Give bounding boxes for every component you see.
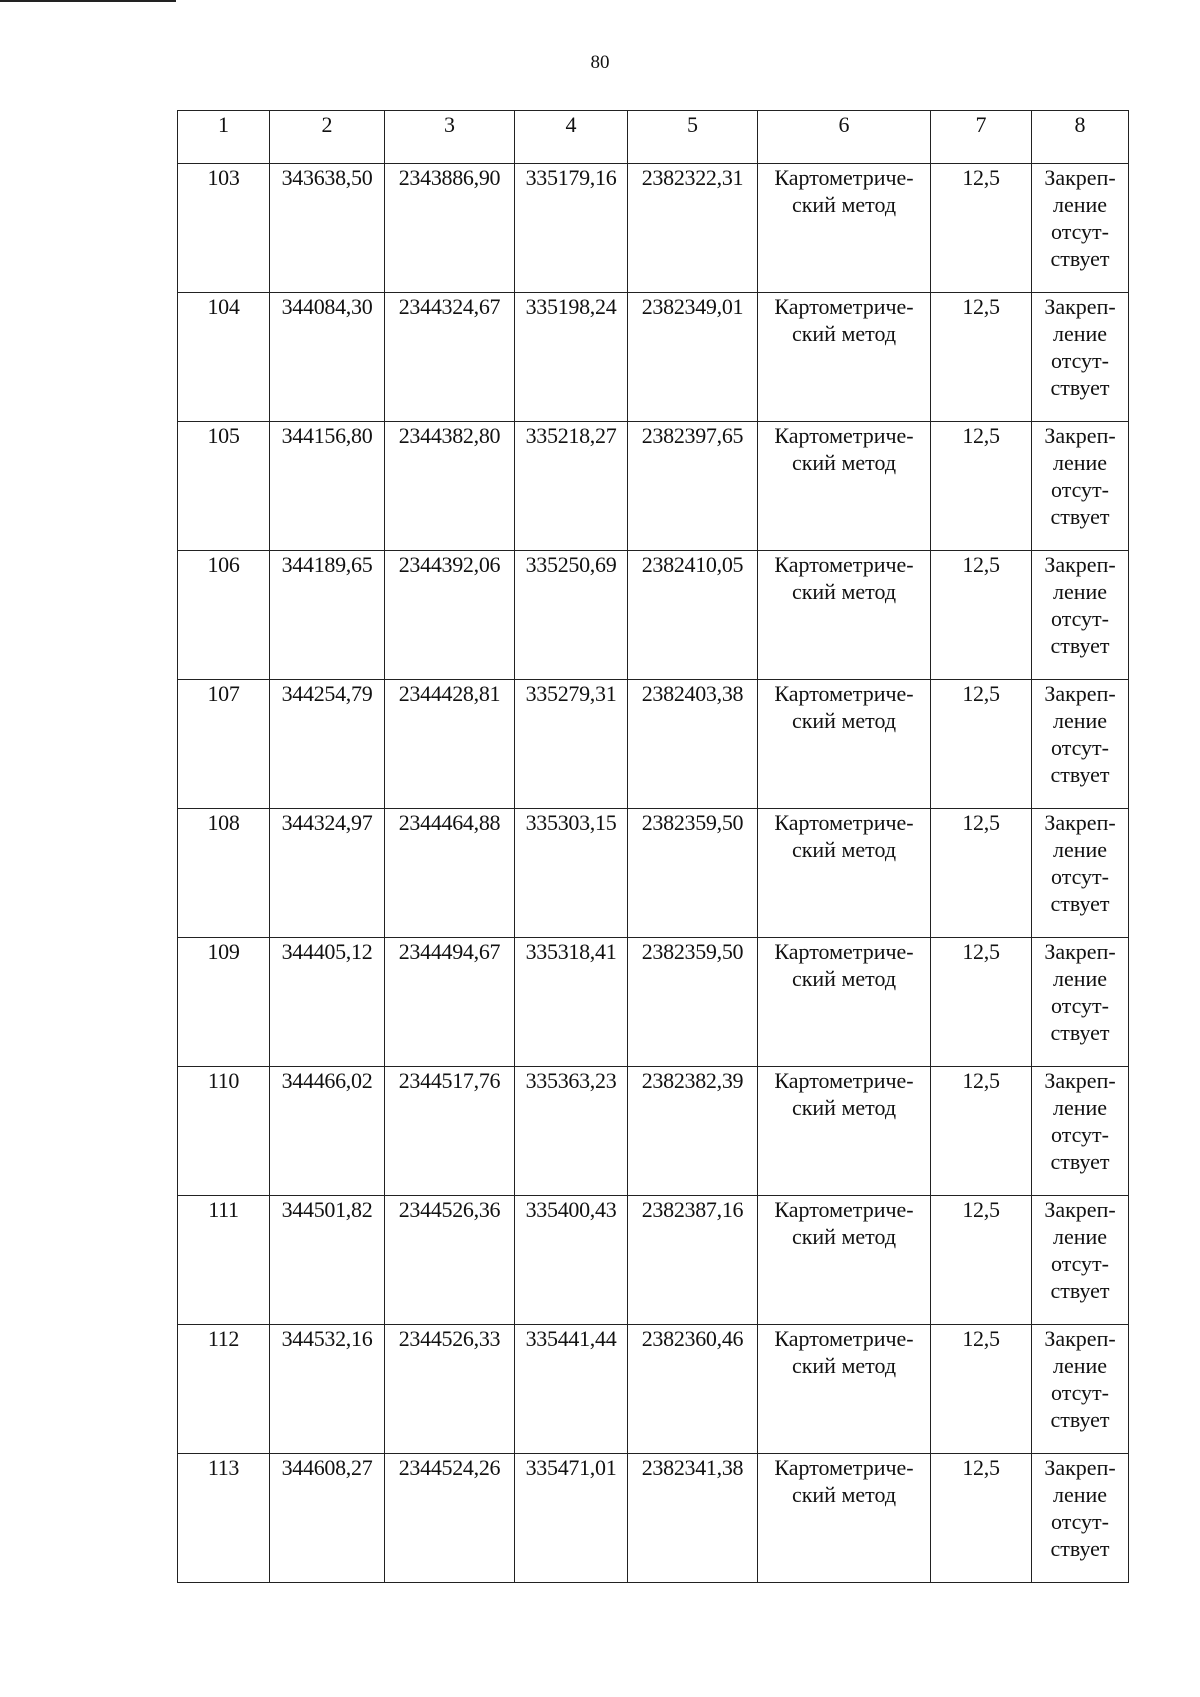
fixation-line: отсут- — [1050, 219, 1109, 244]
fixation-line: ствует — [1050, 762, 1110, 787]
column-header: 5 — [628, 111, 758, 164]
fixation-line: ление — [1052, 1482, 1108, 1507]
coordinate-cell: 2382360,46 — [628, 1325, 758, 1454]
accuracy-cell: 12,5 — [931, 1454, 1032, 1583]
point-number-cell: 112 — [178, 1325, 270, 1454]
coordinate-cell: 335441,44 — [515, 1325, 628, 1454]
coordinates-table — [177, 110, 1129, 1583]
accuracy-cell: 12,5 — [931, 422, 1032, 551]
accuracy-cell: 12,5 — [931, 938, 1032, 1067]
point-number-cell: 103 — [178, 164, 270, 293]
coordinate-cell: 344532,16 — [270, 1325, 385, 1454]
method-cell — [758, 164, 931, 293]
method-cell — [758, 938, 931, 1067]
fixation-line: отсут- — [1050, 1251, 1109, 1276]
fixation-line: Закреп- — [1044, 810, 1116, 835]
coordinate-cell: 344156,80 — [270, 422, 385, 551]
column-header: 6 — [758, 111, 931, 164]
fixation-cell — [1032, 1067, 1129, 1196]
method-line: Картометриче- — [774, 939, 914, 964]
fixation-line: ствует — [1050, 633, 1110, 658]
method-cell — [758, 809, 931, 938]
method-cell — [758, 1454, 931, 1583]
coordinate-cell: 344608,27 — [270, 1454, 385, 1583]
coordinate-cell: 335363,23 — [515, 1067, 628, 1196]
coordinate-cell: 344189,65 — [270, 551, 385, 680]
fixation-cell — [1032, 551, 1129, 680]
fixation-line: отсут- — [1050, 606, 1109, 631]
method-line: ский метод — [791, 192, 897, 217]
point-number-cell: 106 — [178, 551, 270, 680]
coordinate-cell: 2382359,50 — [628, 938, 758, 1067]
fixation-line: ствует — [1050, 504, 1110, 529]
method-line: Картометриче- — [774, 810, 914, 835]
fixation-line: Закреп- — [1044, 294, 1116, 319]
coordinate-cell: 2382322,31 — [628, 164, 758, 293]
coordinate-cell: 2382410,05 — [628, 551, 758, 680]
coordinate-cell: 2382349,01 — [628, 293, 758, 422]
method-line: Картометриче- — [774, 1068, 914, 1093]
point-number-cell: 110 — [178, 1067, 270, 1196]
fixation-line: ствует — [1050, 1020, 1110, 1045]
fixation-line: ствует — [1050, 1149, 1110, 1174]
fixation-line: отсут- — [1050, 993, 1109, 1018]
method-cell — [758, 1067, 931, 1196]
fixation-line: ление — [1052, 966, 1108, 991]
coordinate-cell: 344254,79 — [270, 680, 385, 809]
method-line: Картометриче- — [774, 681, 914, 706]
coordinate-cell: 335250,69 — [515, 551, 628, 680]
fixation-line: Закреп- — [1044, 681, 1116, 706]
table-row — [178, 1454, 1129, 1583]
coordinate-cell: 2344428,81 — [385, 680, 515, 809]
point-number-cell: 107 — [178, 680, 270, 809]
table-row — [178, 938, 1129, 1067]
column-header: 8 — [1032, 111, 1129, 164]
coordinate-cell: 344405,12 — [270, 938, 385, 1067]
coordinate-cell: 335400,43 — [515, 1196, 628, 1325]
top-rule — [0, 0, 176, 2]
coordinate-cell: 2382397,65 — [628, 422, 758, 551]
fixation-line: отсут- — [1050, 864, 1109, 889]
table-row — [178, 680, 1129, 809]
table-row — [178, 1067, 1129, 1196]
fixation-cell — [1032, 422, 1129, 551]
page-number: 80 — [590, 52, 610, 73]
coordinate-cell: 2344517,76 — [385, 1067, 515, 1196]
fixation-cell — [1032, 164, 1129, 293]
coordinate-cell: 344501,82 — [270, 1196, 385, 1325]
table-row — [178, 809, 1129, 938]
method-line: ский метод — [791, 708, 897, 733]
fixation-line: ление — [1052, 450, 1108, 475]
fixation-line: Закреп- — [1044, 423, 1116, 448]
coordinate-cell: 344466,02 — [270, 1067, 385, 1196]
fixation-line: Закреп- — [1044, 939, 1116, 964]
fixation-line: ление — [1052, 579, 1108, 604]
method-line: Картометриче- — [774, 294, 914, 319]
coordinate-cell: 335303,15 — [515, 809, 628, 938]
method-line: ский метод — [791, 837, 897, 862]
coordinate-cell: 2382382,39 — [628, 1067, 758, 1196]
header-row — [178, 111, 1129, 164]
fixation-cell — [1032, 1325, 1129, 1454]
method-line: ский метод — [791, 1224, 897, 1249]
point-number-cell: 111 — [178, 1196, 270, 1325]
fixation-line: ствует — [1050, 1536, 1110, 1561]
fixation-line: ствует — [1050, 375, 1110, 400]
fixation-line: ствует — [1050, 246, 1110, 271]
fixation-line: Закреп- — [1044, 552, 1116, 577]
fixation-cell — [1032, 1196, 1129, 1325]
method-line: Картометриче- — [774, 1455, 914, 1480]
method-line: ский метод — [791, 579, 897, 604]
point-number-cell: 108 — [178, 809, 270, 938]
fixation-line: ствует — [1050, 1278, 1110, 1303]
method-cell — [758, 1196, 931, 1325]
coordinate-cell: 2344324,67 — [385, 293, 515, 422]
coordinate-cell: 335471,01 — [515, 1454, 628, 1583]
coordinate-cell: 2344526,33 — [385, 1325, 515, 1454]
fixation-cell — [1032, 1454, 1129, 1583]
coordinate-cell: 2344524,26 — [385, 1454, 515, 1583]
coordinate-cell: 344324,97 — [270, 809, 385, 938]
table-row — [178, 293, 1129, 422]
fixation-cell — [1032, 809, 1129, 938]
column-header: 4 — [515, 111, 628, 164]
coordinate-cell: 335179,16 — [515, 164, 628, 293]
table-row — [178, 1325, 1129, 1454]
table-row — [178, 164, 1129, 293]
method-cell — [758, 1325, 931, 1454]
method-cell — [758, 293, 931, 422]
fixation-line: Закреп- — [1044, 1068, 1116, 1093]
column-header: 3 — [385, 111, 515, 164]
accuracy-cell: 12,5 — [931, 551, 1032, 680]
point-number-cell: 113 — [178, 1454, 270, 1583]
fixation-line: отсут- — [1050, 735, 1109, 760]
point-number-cell: 109 — [178, 938, 270, 1067]
column-header: 1 — [178, 111, 270, 164]
method-line: Картометриче- — [774, 1197, 914, 1222]
table-row — [178, 551, 1129, 680]
accuracy-cell: 12,5 — [931, 680, 1032, 809]
fixation-line: отсут- — [1050, 1380, 1109, 1405]
coordinate-cell: 2344382,80 — [385, 422, 515, 551]
table-row — [178, 422, 1129, 551]
method-cell — [758, 680, 931, 809]
method-line: Картометриче- — [774, 552, 914, 577]
fixation-line: Закреп- — [1044, 165, 1116, 190]
method-line: ский метод — [791, 1095, 897, 1120]
fixation-line: отсут- — [1050, 477, 1109, 502]
coordinate-cell: 344084,30 — [270, 293, 385, 422]
method-line: ский метод — [791, 1482, 897, 1507]
coordinate-cell: 2382341,38 — [628, 1454, 758, 1583]
point-number-cell: 105 — [178, 422, 270, 551]
column-header: 2 — [270, 111, 385, 164]
point-number-cell: 104 — [178, 293, 270, 422]
fixation-line: Закреп- — [1044, 1326, 1116, 1351]
method-line: ский метод — [791, 321, 897, 346]
method-line: ский метод — [791, 966, 897, 991]
coordinate-cell: 335318,41 — [515, 938, 628, 1067]
coordinate-cell: 2344464,88 — [385, 809, 515, 938]
coordinate-cell: 2343886,90 — [385, 164, 515, 293]
fixation-line: ление — [1052, 321, 1108, 346]
fixation-line: ствует — [1050, 891, 1110, 916]
fixation-line: ление — [1052, 192, 1108, 217]
method-line: Картометриче- — [774, 165, 914, 190]
coordinate-cell: 335198,24 — [515, 293, 628, 422]
accuracy-cell: 12,5 — [931, 1196, 1032, 1325]
coordinate-cell: 2344494,67 — [385, 938, 515, 1067]
method-line: Картометриче- — [774, 1326, 914, 1351]
coordinate-cell: 2382359,50 — [628, 809, 758, 938]
fixation-line: отсут- — [1050, 1122, 1109, 1147]
method-line: ский метод — [791, 1353, 897, 1378]
fixation-line: Закреп- — [1044, 1197, 1116, 1222]
fixation-line: ствует — [1050, 1407, 1110, 1432]
fixation-line: ление — [1052, 1224, 1108, 1249]
fixation-line: отсут- — [1050, 1509, 1109, 1534]
fixation-line: ление — [1052, 1095, 1108, 1120]
method-line: ский метод — [791, 450, 897, 475]
column-header: 7 — [931, 111, 1032, 164]
fixation-line: отсут- — [1050, 348, 1109, 373]
coordinate-cell: 335279,31 — [515, 680, 628, 809]
coordinate-cell: 2344392,06 — [385, 551, 515, 680]
table-row — [178, 1196, 1129, 1325]
accuracy-cell: 12,5 — [931, 164, 1032, 293]
method-cell — [758, 551, 931, 680]
coordinate-cell: 343638,50 — [270, 164, 385, 293]
coordinate-cell: 2382387,16 — [628, 1196, 758, 1325]
fixation-line: ление — [1052, 837, 1108, 862]
fixation-line: ление — [1052, 708, 1108, 733]
accuracy-cell: 12,5 — [931, 1325, 1032, 1454]
fixation-cell — [1032, 938, 1129, 1067]
method-cell — [758, 422, 931, 551]
fixation-cell — [1032, 293, 1129, 422]
accuracy-cell: 12,5 — [931, 1067, 1032, 1196]
coordinate-cell: 2344526,36 — [385, 1196, 515, 1325]
accuracy-cell: 12,5 — [931, 293, 1032, 422]
fixation-line: ление — [1052, 1353, 1108, 1378]
accuracy-cell: 12,5 — [931, 809, 1032, 938]
coordinate-cell: 335218,27 — [515, 422, 628, 551]
method-line: Картометриче- — [774, 423, 914, 448]
coordinate-cell: 2382403,38 — [628, 680, 758, 809]
fixation-cell — [1032, 680, 1129, 809]
fixation-line: Закреп- — [1044, 1455, 1116, 1480]
